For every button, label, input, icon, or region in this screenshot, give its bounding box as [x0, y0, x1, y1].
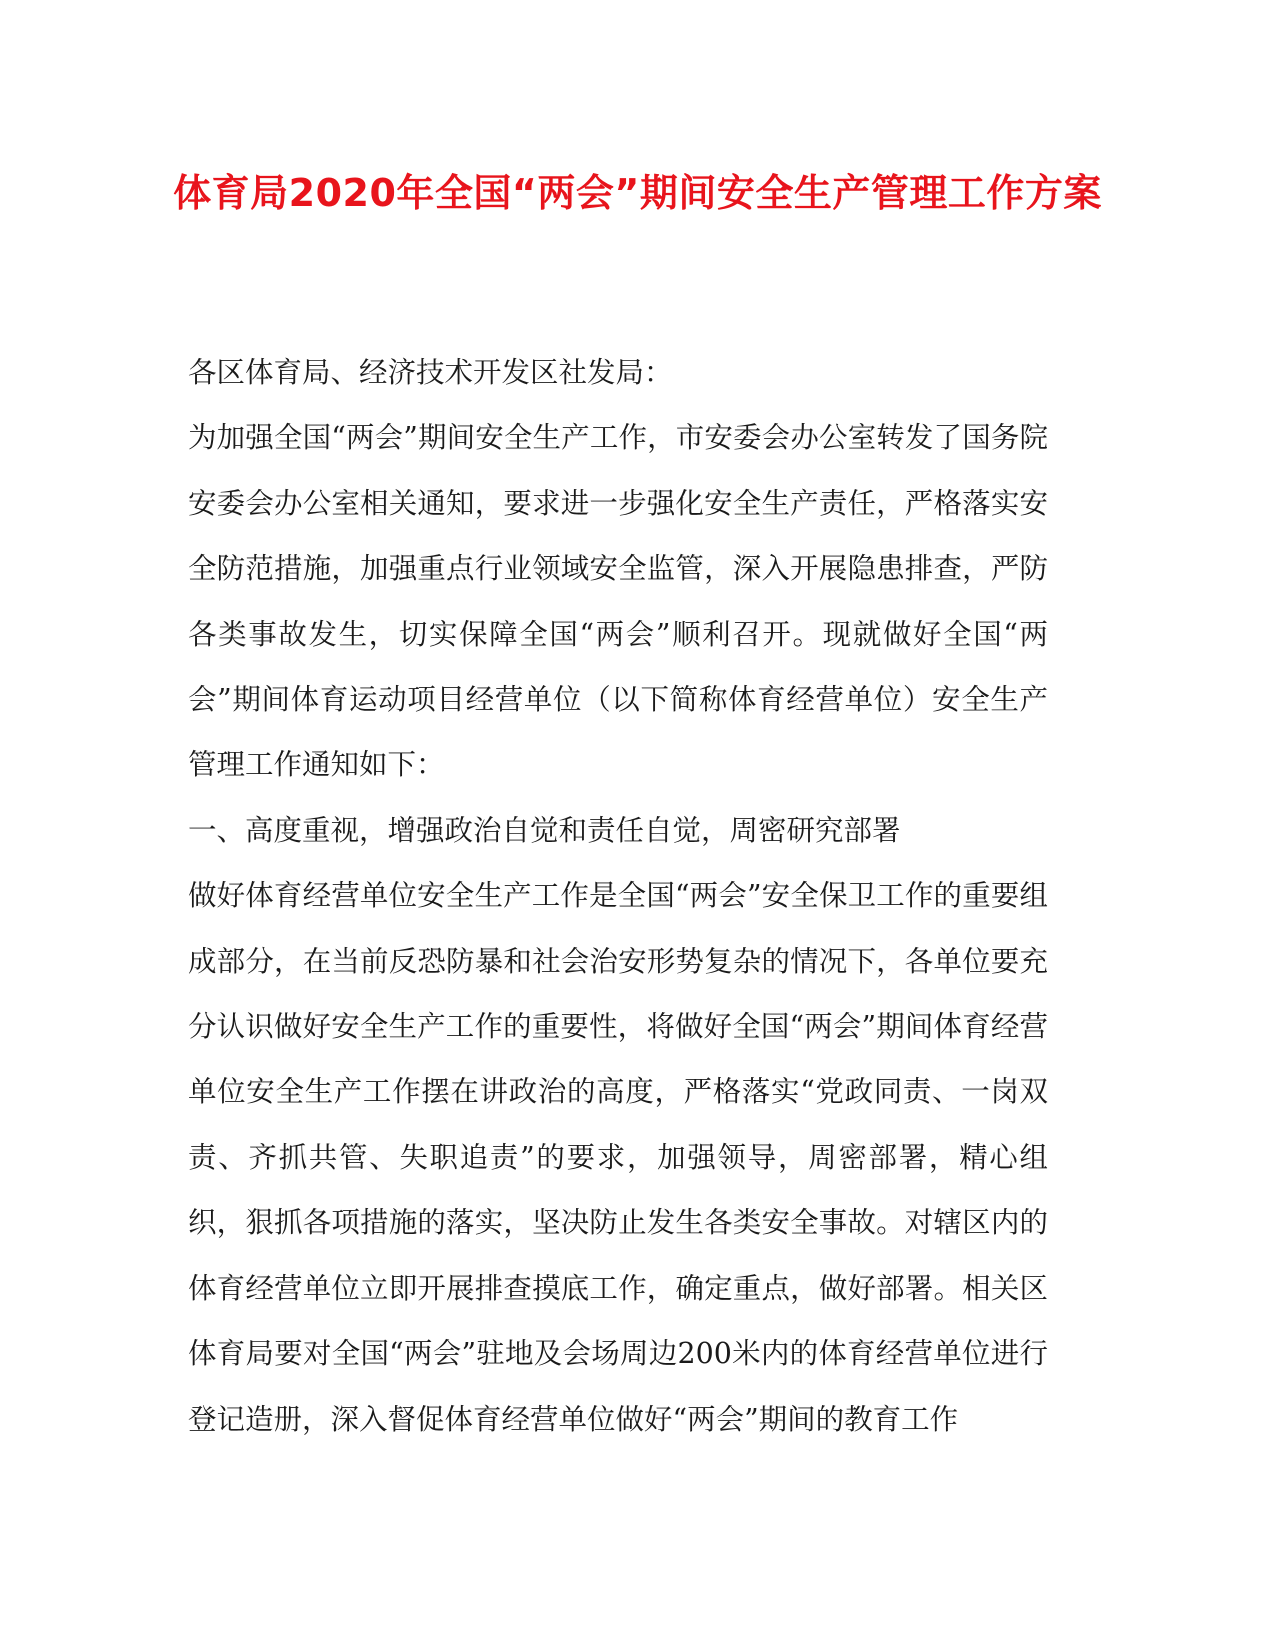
paragraph-section-1: 做好体育经营单位安全生产工作是全国“两会”安全保卫工作的重要组成部分，在当前反恐防暴和社会治安形势复杂的情况下，各单位要充分认识做好安全生产工作的重要性，将做好全国“两会”期间体育经营单位安全生产工作摆在讲政治的高度，严格落实“党政同责、一岗双责、齐抓共管、失职追责”的要求，加强领导，周密部署，精心组织，狠抓各项措施的落实，坚决防止发生各类安全事故。对辖区内的体育经营单位立即开展排查摸底工作，确定重点，做好部署。相关区体育局要对全国“两会”驻地及会场周边200米内的体育经营单位进行登记造册，深入督促体育经营单位做好“两会”期间的教育工作	[188, 879, 1048, 1436]
document-body	[188, 340, 1048, 1452]
salutation: 各区体育局、经济技术开发区社发局：	[188, 356, 673, 389]
document-title: 体育局2020年全国“两会”期间安全生产管理工作方案	[173, 171, 1102, 215]
paragraph-intro: 为加强全国“两会”期间安全生产工作，市安委会办公室转发了国务院安委会办公室相关通知，要求进一步强化安全生产责任，严格落实安全防范措施，加强重点行业领域安全监管，深入开展隐患排查，严防各类事故发生，切实保障全国“两会”顺利召开。现就做好全国“两会”期间体育运动项目经营单位（以下简称体育经营单位）安全生产管理工作通知如下：	[188, 421, 1048, 782]
section-heading-1: 一、高度重视，增强政治自觉和责任自觉，周密研究部署	[188, 813, 901, 847]
